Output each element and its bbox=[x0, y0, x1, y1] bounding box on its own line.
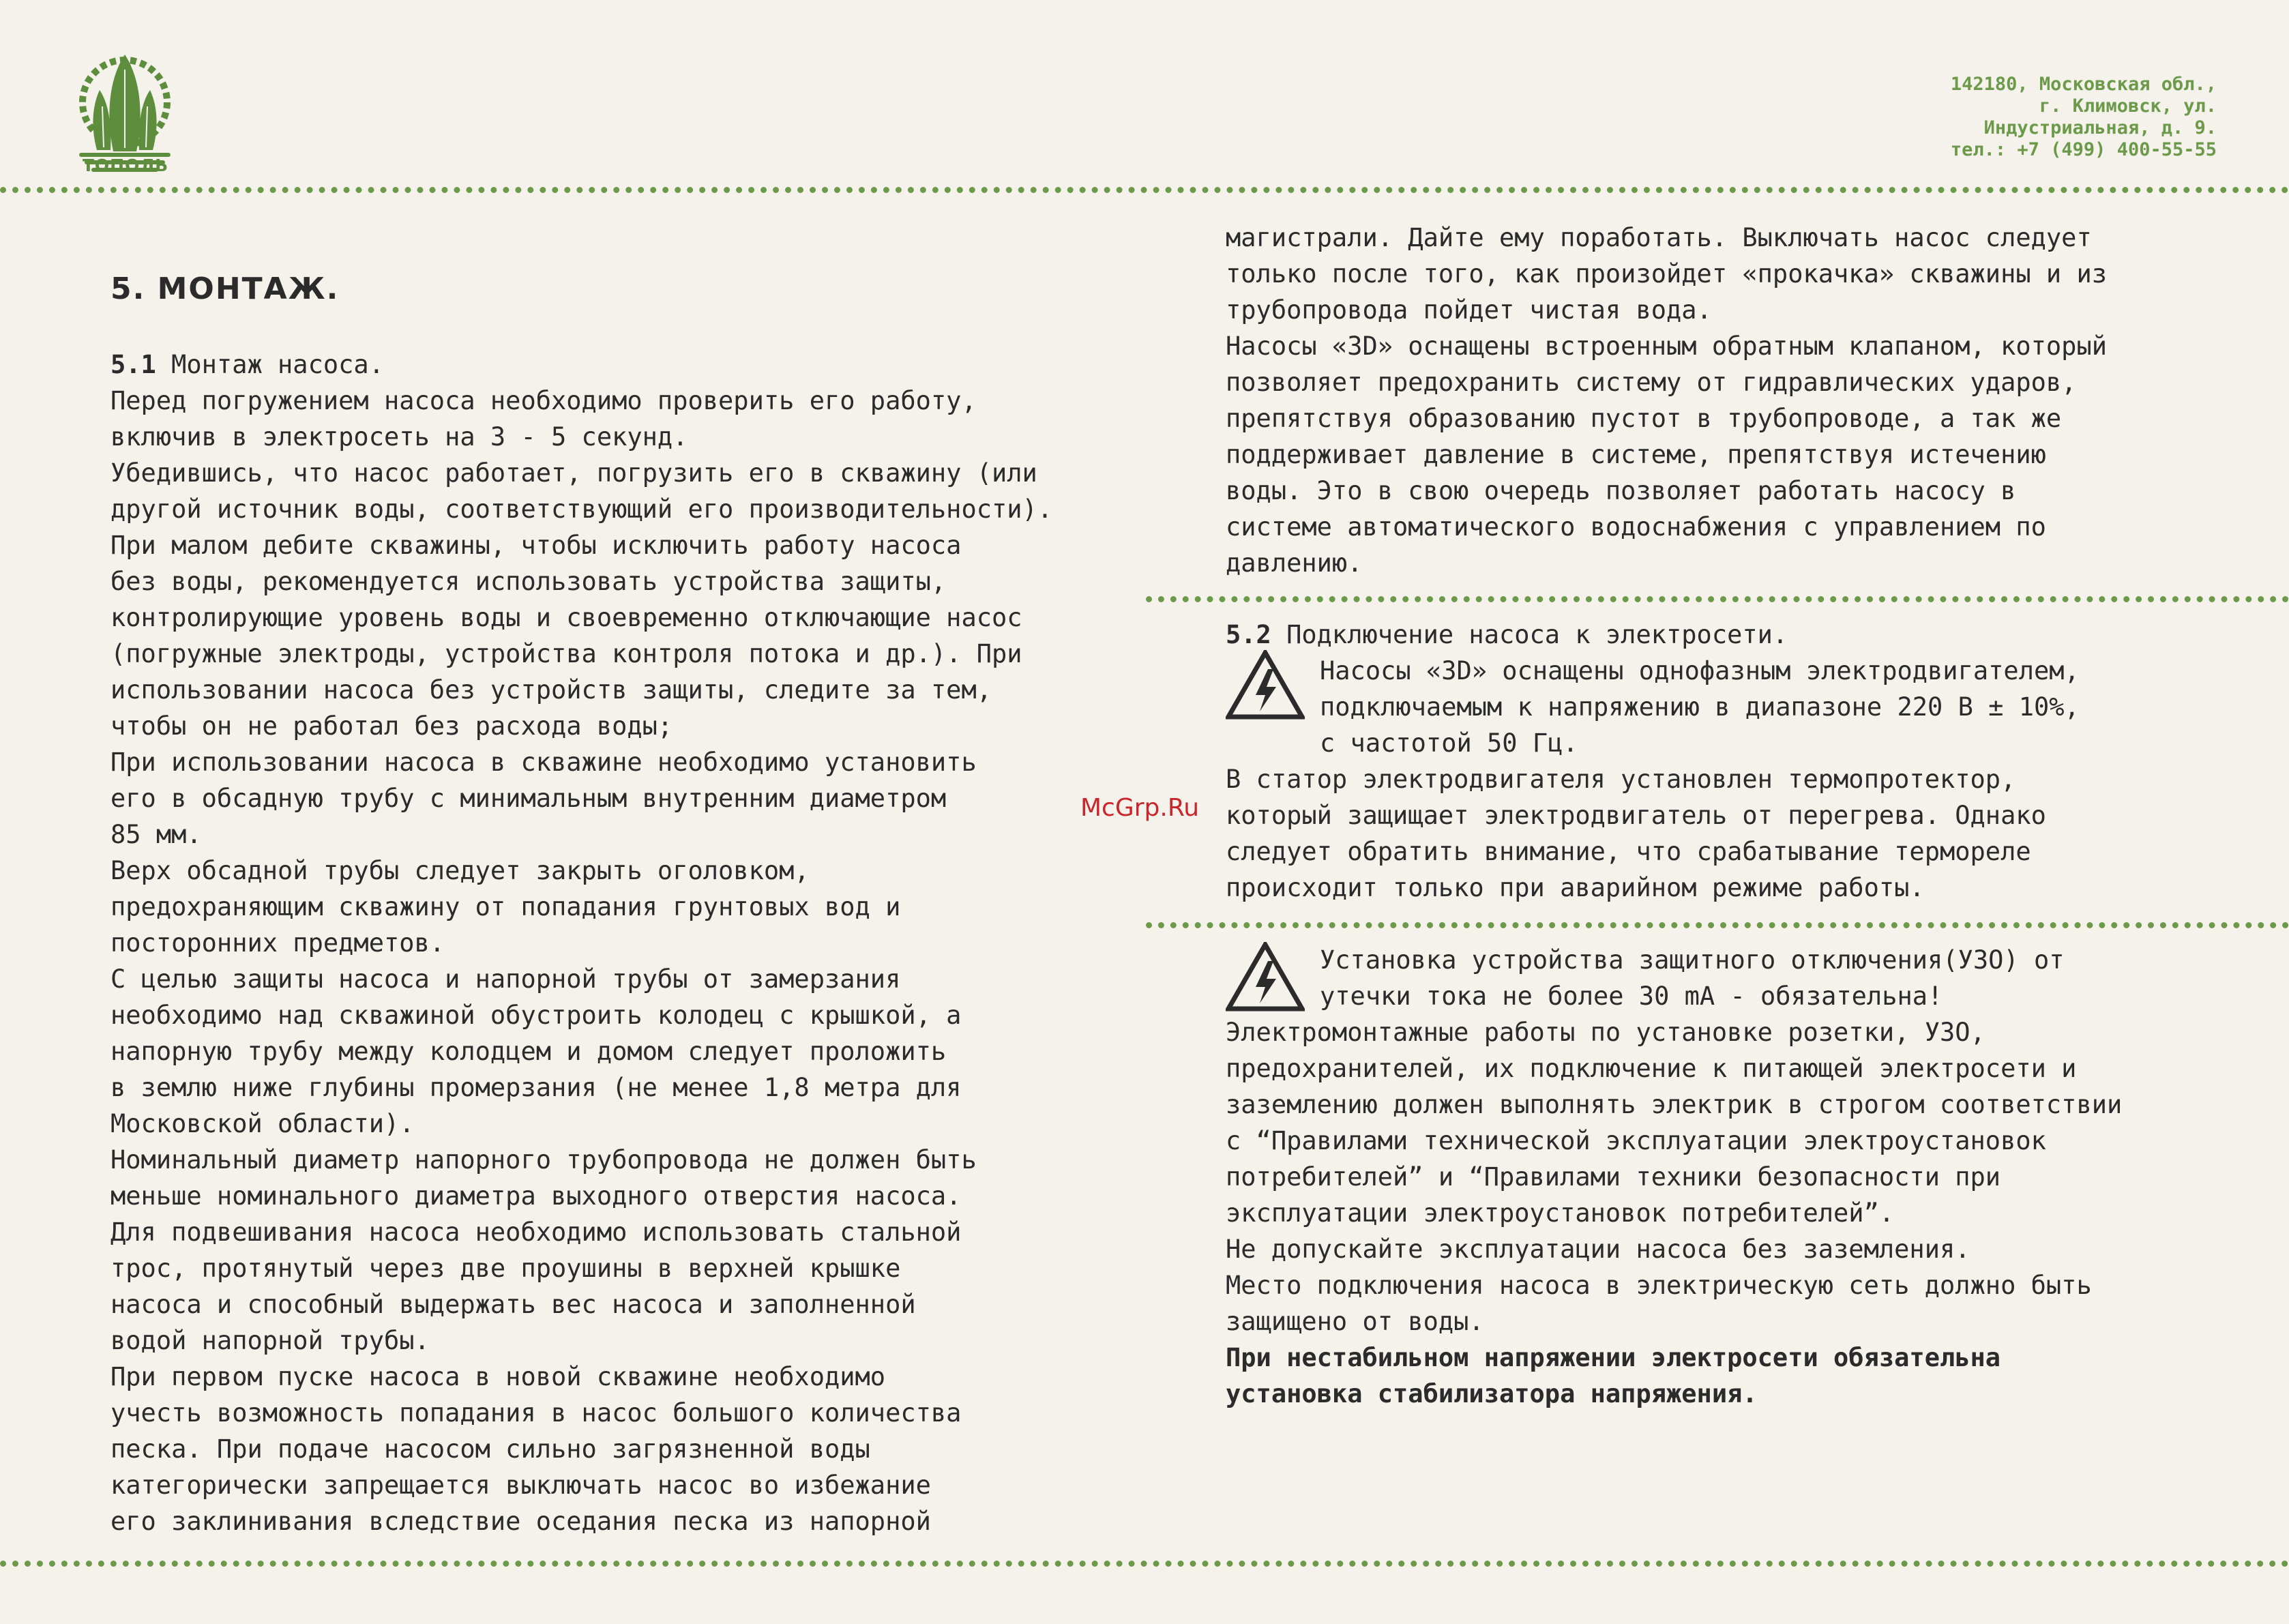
watermark: McGrp.Ru bbox=[1080, 794, 1200, 822]
subsection-heading-5-1 bbox=[110, 346, 1079, 383]
company-address bbox=[1951, 74, 2217, 161]
text-line: водой напорной трубы. bbox=[110, 1326, 430, 1355]
section-divider bbox=[1146, 922, 2289, 928]
text-line: установка стабилизатора напряжения. bbox=[1226, 1379, 1758, 1408]
text-line: только после того, как произойдет «прокачка» скважины и из bbox=[1226, 259, 2108, 289]
section-divider bbox=[1146, 596, 2289, 602]
right-bottom-block bbox=[1226, 942, 2249, 1412]
text-line: контролирующие уровень воды и своевременно отключающие насос bbox=[110, 603, 1022, 632]
address-line: тел.: +7 (499) 400-55-55 bbox=[1950, 139, 2217, 160]
text-line: необходимо над скважиной обустроить колодец с крышкой, а bbox=[110, 1001, 962, 1030]
text-line: посторонних предметов. bbox=[110, 928, 445, 958]
text-line: При малом дебите скважины, чтобы исключить работу насоса bbox=[110, 531, 962, 560]
warning-text-2 bbox=[1226, 942, 2249, 1014]
text-line: системе автоматического водоснабжения с управлением по bbox=[1226, 512, 2046, 542]
text-line: трубопровода пойдет чистая вода. bbox=[1226, 295, 1712, 325]
text-line: Насосы «3D» оснащены встроенным обратным клапаном, который bbox=[1226, 331, 2108, 361]
text-line: эксплуатации электроустановок потребителей”. bbox=[1226, 1198, 1895, 1228]
text-line: следует обратить внимание, что срабатывание термореле bbox=[1226, 837, 2031, 866]
logo-text: ТОПОЛЬ bbox=[82, 156, 169, 175]
text-line: Перед погружением насоса необходимо проверить его работу, bbox=[110, 386, 977, 415]
subsection-number: 5.2 bbox=[1226, 620, 1271, 649]
text-line: его в обсадную трубу с минимальным внутренним диаметром bbox=[110, 784, 947, 813]
text-line: утечки тока не более 30 mA - обязательна! bbox=[1320, 981, 1943, 1011]
subsection-label: Монтаж насоса. bbox=[156, 350, 384, 379]
text-line: который защищает электродвигатель от перегрева. Однако bbox=[1226, 801, 2046, 830]
text-line: песка. При подаче насосом сильно загрязненной воды bbox=[110, 1434, 870, 1464]
text-line: с “Правилами технической эксплуатации электроустановок bbox=[1226, 1126, 2046, 1155]
text-line: подключаемым к напряжению в диапазоне 220 В ± 10%, bbox=[1320, 692, 2080, 722]
text-line: С целью защиты насоса и напорной трубы от замерзания bbox=[110, 964, 901, 994]
text-line: воды. Это в свою очередь позволяет работать насосу в bbox=[1226, 476, 2016, 505]
text-line: Насосы «3D» оснащены однофазным электродвигателем, bbox=[1320, 656, 2080, 685]
right-mid-block bbox=[1226, 617, 2249, 906]
address-line: г. Климовск, ул. bbox=[2039, 95, 2217, 117]
left-column bbox=[110, 346, 1079, 1539]
text-line: происходит только при аварийном режиме работы. bbox=[1226, 873, 1925, 902]
text-line: использовании насоса без устройств защиты, следите за тем, bbox=[110, 675, 992, 705]
text-line: 85 мм. bbox=[110, 820, 202, 849]
text-line: с частотой 50 Гц. bbox=[1320, 728, 1578, 758]
text-line: защищено от воды. bbox=[1226, 1307, 1484, 1336]
left-text-block bbox=[110, 383, 1079, 1539]
text-line: включив в электросеть на 3 - 5 секунд. bbox=[110, 422, 688, 452]
text-line: без воды, рекомендуется использовать устройства защиты, bbox=[110, 567, 947, 596]
text-line: предохраняющим скважину от попадания грунтовых вод и bbox=[110, 892, 901, 921]
high-voltage-warning-icon bbox=[1226, 942, 1305, 1012]
address-line: 142180, Московская обл., bbox=[1950, 74, 2217, 95]
subsection-heading-5-2 bbox=[1226, 617, 2249, 653]
text-line: заземлению должен выполнять электрик в строгом соответствии bbox=[1226, 1090, 2123, 1119]
text-line: учесть возможность попадания в насос большого количества bbox=[110, 1398, 962, 1428]
text-line: Московской области). bbox=[110, 1109, 415, 1138]
text-line: Для подвешивания насоса необходимо использовать стальной bbox=[110, 1217, 962, 1247]
high-voltage-warning-icon bbox=[1226, 650, 1305, 720]
right-top-text bbox=[1226, 220, 2249, 581]
text-line: препятствуя образованию пустот в трубопроводе, а так же bbox=[1226, 404, 2062, 433]
subsection-number: 5.1 bbox=[110, 350, 156, 379]
address-line: Индустриальная, д. 9. bbox=[1983, 117, 2217, 138]
text-line: Убедившись, что насос работает, погрузить его в скважину (или bbox=[110, 458, 1037, 488]
right-bottom-text bbox=[1226, 1014, 2249, 1340]
text-line: насоса и способный выдержать вес насоса и заполненной bbox=[110, 1290, 916, 1319]
section-title: 5. МОНТАЖ. bbox=[110, 271, 340, 306]
text-line: напорную трубу между колодцем и домом следует проложить bbox=[110, 1037, 947, 1066]
text-line: При нестабильном напряжении электросети обязательна bbox=[1226, 1343, 2001, 1372]
text-line: другой источник воды, соответствующий его производительности). bbox=[110, 494, 1053, 524]
text-line: При первом пуске насоса в новой скважине необходимо bbox=[110, 1362, 886, 1391]
text-line: позволяет предохранить систему от гидравлических ударов, bbox=[1226, 368, 2077, 397]
text-line: чтобы он не работал без расхода воды; bbox=[110, 711, 673, 741]
text-line: (погружные электроды, устройства контроля потока и др.). При bbox=[110, 639, 1022, 668]
text-line: Установка устройства защитного отключения(УЗО) от bbox=[1320, 945, 2065, 975]
text-line: меньше номинального диаметра выходного отверстия насоса. bbox=[110, 1181, 962, 1211]
text-line: В статор электродвигателя установлен термопротектор, bbox=[1226, 765, 2016, 794]
text-line: Номинальный диаметр напорного трубопровода не должен быть bbox=[110, 1145, 977, 1175]
warning-text-1 bbox=[1226, 653, 2249, 761]
text-line: магистрали. Дайте ему поработать. Выключать насос следует bbox=[1226, 223, 2092, 252]
text-line: поддерживает давление в системе, препятствуя истечению bbox=[1226, 440, 2046, 469]
bold-notice bbox=[1226, 1340, 2249, 1412]
text-line: в землю ниже глубины промерзания (не менее 1,8 метра для bbox=[110, 1073, 962, 1102]
text-line: Место подключения насоса в электрическую сеть должно быть bbox=[1226, 1271, 2092, 1300]
text-line: Верх обсадной трубы следует закрыть оголовком, bbox=[110, 856, 810, 885]
text-line: давлению. bbox=[1226, 548, 1363, 578]
text-line: предохранителей, их подключение к питающей электросети и bbox=[1226, 1054, 2077, 1083]
text-line: трос, протянутый через две проушины в верхней крышке bbox=[110, 1254, 901, 1283]
text-line: категорически запрещается выключать насос во избежание bbox=[110, 1471, 931, 1500]
right-mid-text bbox=[1226, 761, 2249, 906]
text-line: его заклинивания вследствие оседания песка из напорной bbox=[110, 1507, 931, 1536]
right-top-block bbox=[1226, 220, 2249, 581]
text-line: Электромонтажные работы по установке розетки, УЗО, bbox=[1226, 1018, 1985, 1047]
text-line: Не допускайте эксплуатации насоса без заземления. bbox=[1226, 1235, 1970, 1264]
subsection-label: Подключение насоса к электросети. bbox=[1271, 620, 1788, 649]
text-line: потребителей” и “Правилами техники безопасности при bbox=[1226, 1162, 2001, 1192]
footer-divider bbox=[0, 1561, 2289, 1567]
header-divider bbox=[0, 187, 2289, 193]
text-line: При использовании насоса в скважине необходимо установить bbox=[110, 748, 977, 777]
